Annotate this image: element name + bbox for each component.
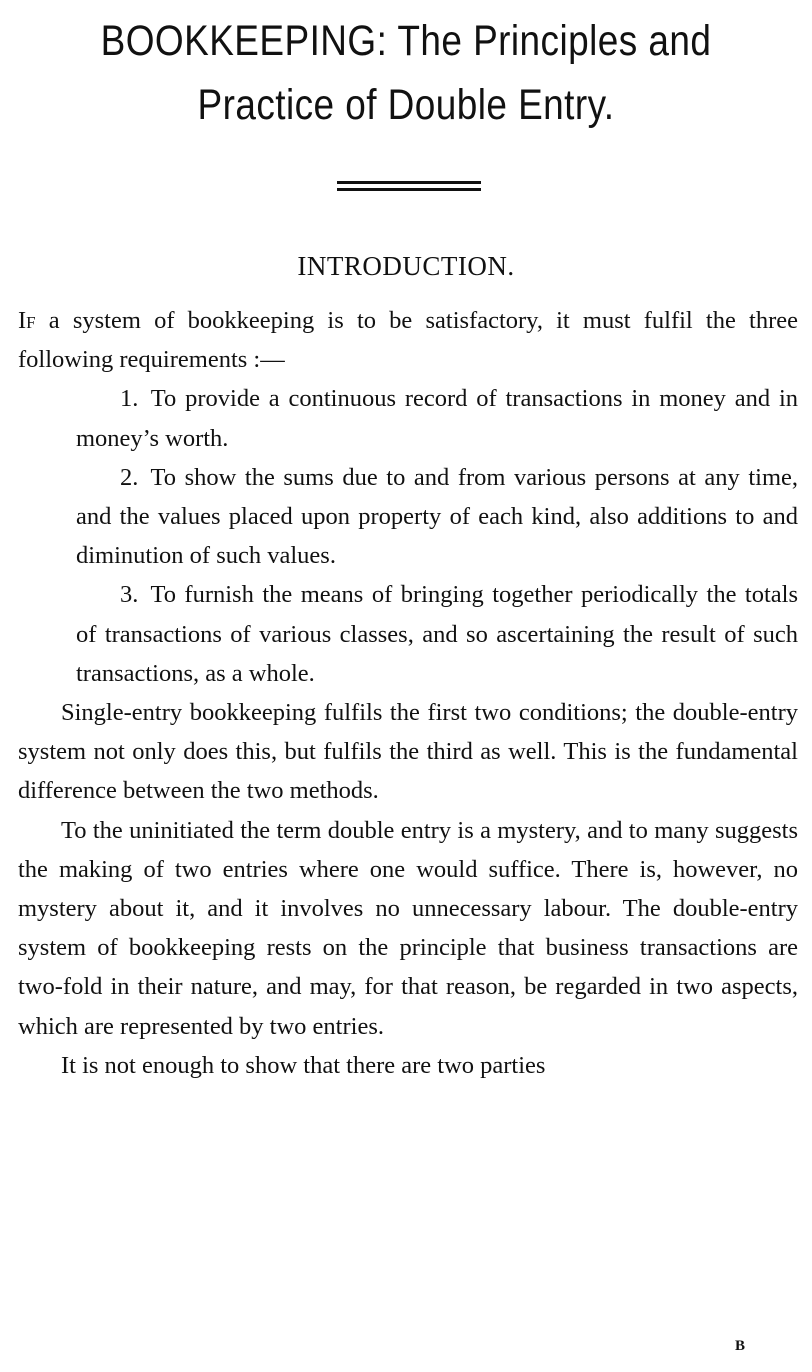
- title-line-2: Practice of Double Entry.: [197, 81, 615, 129]
- paragraph-two-parties: It is not enough to show that there are two parties: [61, 1051, 546, 1079]
- double-rule-bottom: [337, 188, 481, 191]
- paragraph-single-entry: Single-entry bookkeeping fulfils the first two conditions; the double-entry system not only does this, but fulfils the third as well. This is the fundamental difference between the two methods.: [18, 699, 798, 805]
- requirement-text: To provide a continuous record of transactions in money and in money’s worth.: [76, 385, 798, 452]
- body-text: [18, 301, 798, 1085]
- requirement-number: 2.: [120, 463, 139, 491]
- opening-small-caps: If: [18, 307, 36, 334]
- title-line-1: BOOKKEEPING: The Principles and: [100, 17, 712, 65]
- signature-mark: B: [735, 1338, 746, 1354]
- section-heading: INTRODUCTION.: [297, 251, 515, 281]
- requirement-item: [76, 575, 798, 693]
- requirement-item: [76, 379, 798, 457]
- opening-text: a system of bookkeeping is to be satisfactory, it must fulfil the three following requirements :—: [18, 307, 798, 374]
- requirement-number: 1.: [120, 385, 139, 413]
- requirement-text: To furnish the means of bringing together periodically the totals of transactions of various classes, and so ascertaining the result of such transactions, as a whole.: [76, 581, 799, 687]
- double-rule-top: [337, 181, 481, 184]
- opening-paragraph: [18, 301, 798, 379]
- requirement-item: [76, 458, 798, 576]
- requirement-text: To show the sums due to and from various persons at any time, and the values placed upon property of each kind, also additions to and diminution of such values.: [76, 463, 799, 570]
- requirement-number: 3.: [120, 581, 139, 609]
- paragraph-double-entry: To the uninitiated the term double entry is a mystery, and to many suggests the making of two entries where one would suffice. There is, however, no mystery about it, and it involves no unnecessary labour. The double-entry system of bookkeeping rests on the principle that business transactions are two-fold in their nature, and may, for that reason, be regarded in two aspects, which are represented by two entries.: [18, 816, 798, 1040]
